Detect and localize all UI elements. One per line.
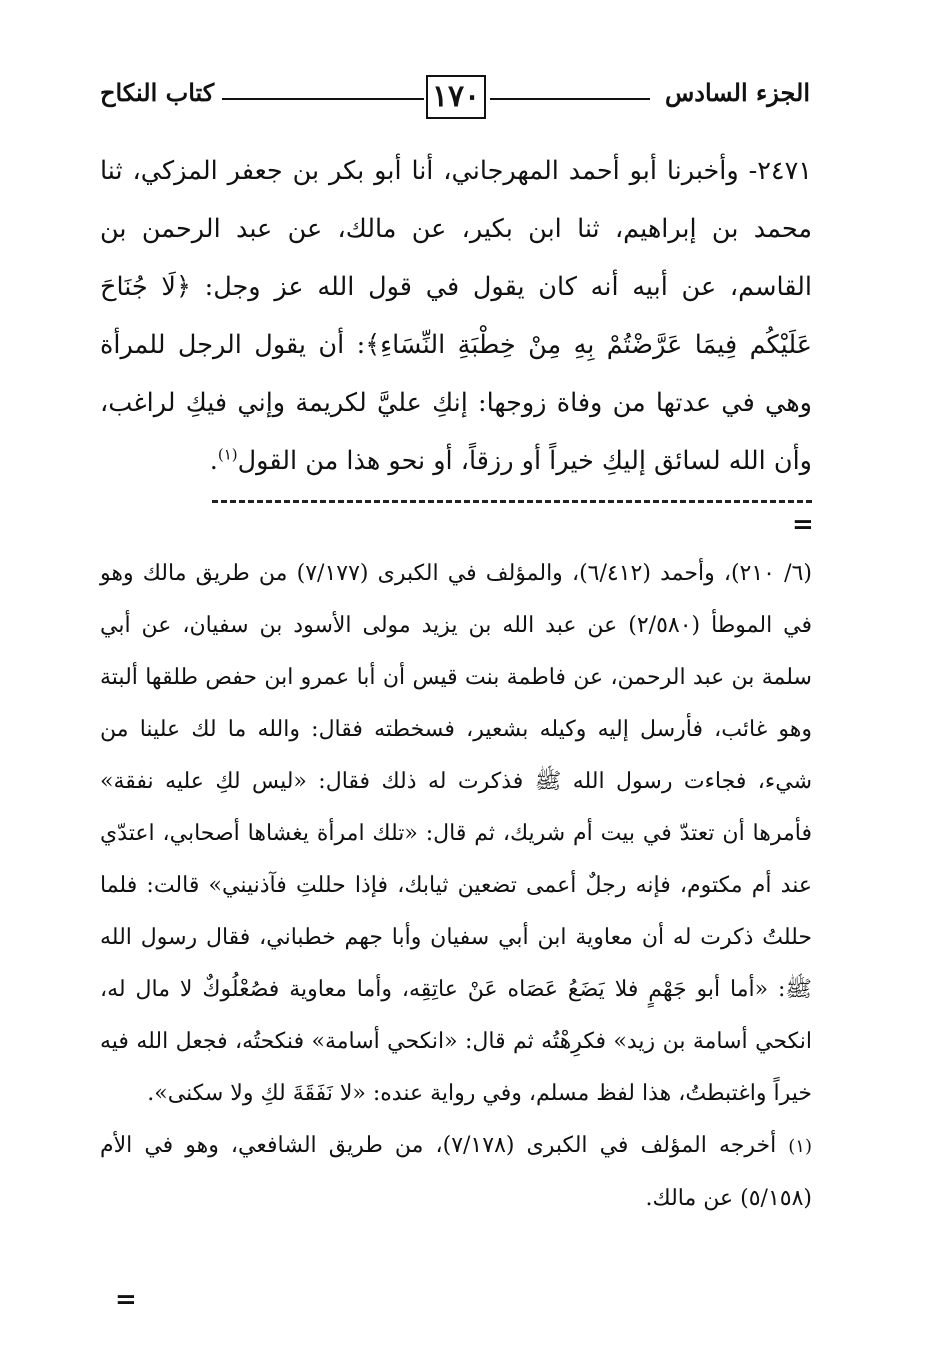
- footnote-reference: (١): [217, 445, 238, 464]
- page-number: ١٧٠: [426, 75, 486, 119]
- volume-title: الجزء السادس: [664, 78, 810, 107]
- continuation-mark: =: [115, 1285, 137, 1315]
- footnote-number: (١): [788, 1136, 812, 1157]
- footnote-continuation: (٦/ ٢١٠)، وأحمد (٦/٤١٢)، والمؤلف في الكبرى (٧/١٧٧) من طريق مالك وهو في الموطأ (٢/٥٨٠) عن عبد الله بن يزيد مولى الأسود بن سفيان، عن أبي سلمة بن عبد الرحمن، عن فاطمة بنت قيس أن أبا عمرو ابن حفص طلقها ألبتة وهو غائب، فأرسل إليه وكيله بشعير، فسخطته فقال: والله ما لك علينا من شيء، فجاءت رسول الله ﷺ فذكرت له ذلك فقال: «ليس لكِ عليه نفقة» فأمرها أن تعتدّ في بيت أم شريك، ثم قال: «تلك امرأة يغشاها أصحابي، اعتدّي عند أم مكتوم، فإنه رجلٌ أعمى تضعين ثيابك، فإذا حللتِ فآذنيني» قالت: فلما حللتُ ذكرت له أن معاوية ابن أبي سفيان وأبا جهم خطباني، فقال رسول الله ﷺ: «أما أبو جَهْمٍ فلا يَضَعُ عَصَاه عَنْ عاتِقِه، وأما معاوية فصُعْلُوكٌ لا مال له، انكحي أسامة بن زيد» فكرِهْتُه ثم قال: «انكحي أسامة» فنكحتُه، فجعل الله فيه خيراً واغتبطتُ، هذا لفظ مسلم، وفي رواية عنده: «لا نَفَقَةَ لكِ ولا سكنى».: [100, 561, 812, 1106]
- hadith-paragraph: [100, 142, 812, 490]
- footnote-text: أخرجه المؤلف في الكبرى (٧/١٧٨)، من طريق الشافعي، وهو في الأم (٥/١٥٨) عن مالك.: [100, 1133, 812, 1211]
- header-rule: [490, 98, 650, 100]
- header-rule: [222, 98, 424, 100]
- footnotes: [100, 548, 812, 1225]
- end-mark: .: [209, 446, 218, 476]
- continuation-mark: =: [792, 510, 814, 540]
- chapter-title: كتاب النكاح: [100, 78, 215, 107]
- main-text: [100, 142, 812, 490]
- page-header: [100, 58, 810, 128]
- hadith-text: ٢٤٧١- وأخبرنا أبو أحمد المهرجاني، أنا أبو بكر بن جعفر المزكي، ثنا محمد بن إبراهيم، ثنا ابن بكير، عن مالك، عن عبد الرحمن بن القاسم، عن أبيه أنه كان يقول في قول الله عز وجل: ﴿لَا جُنَاحَ عَلَيْكُم فِيمَا عَرَّضْتُمْ بِهِ مِنْ خِطْبَةِ النِّسَاءِ﴾: أن يقول الرجل للمرأة وهي في عدتها من وفاة زوجها: إنكِ عليَّ لكريمة وإني فيكِ لراغب، وأن الله لسائق إليكِ خيراً أو رزقاً، أو نحو هذا من القول: [100, 156, 812, 476]
- footnote-item: [100, 1120, 812, 1225]
- footnote-separator: [212, 500, 812, 503]
